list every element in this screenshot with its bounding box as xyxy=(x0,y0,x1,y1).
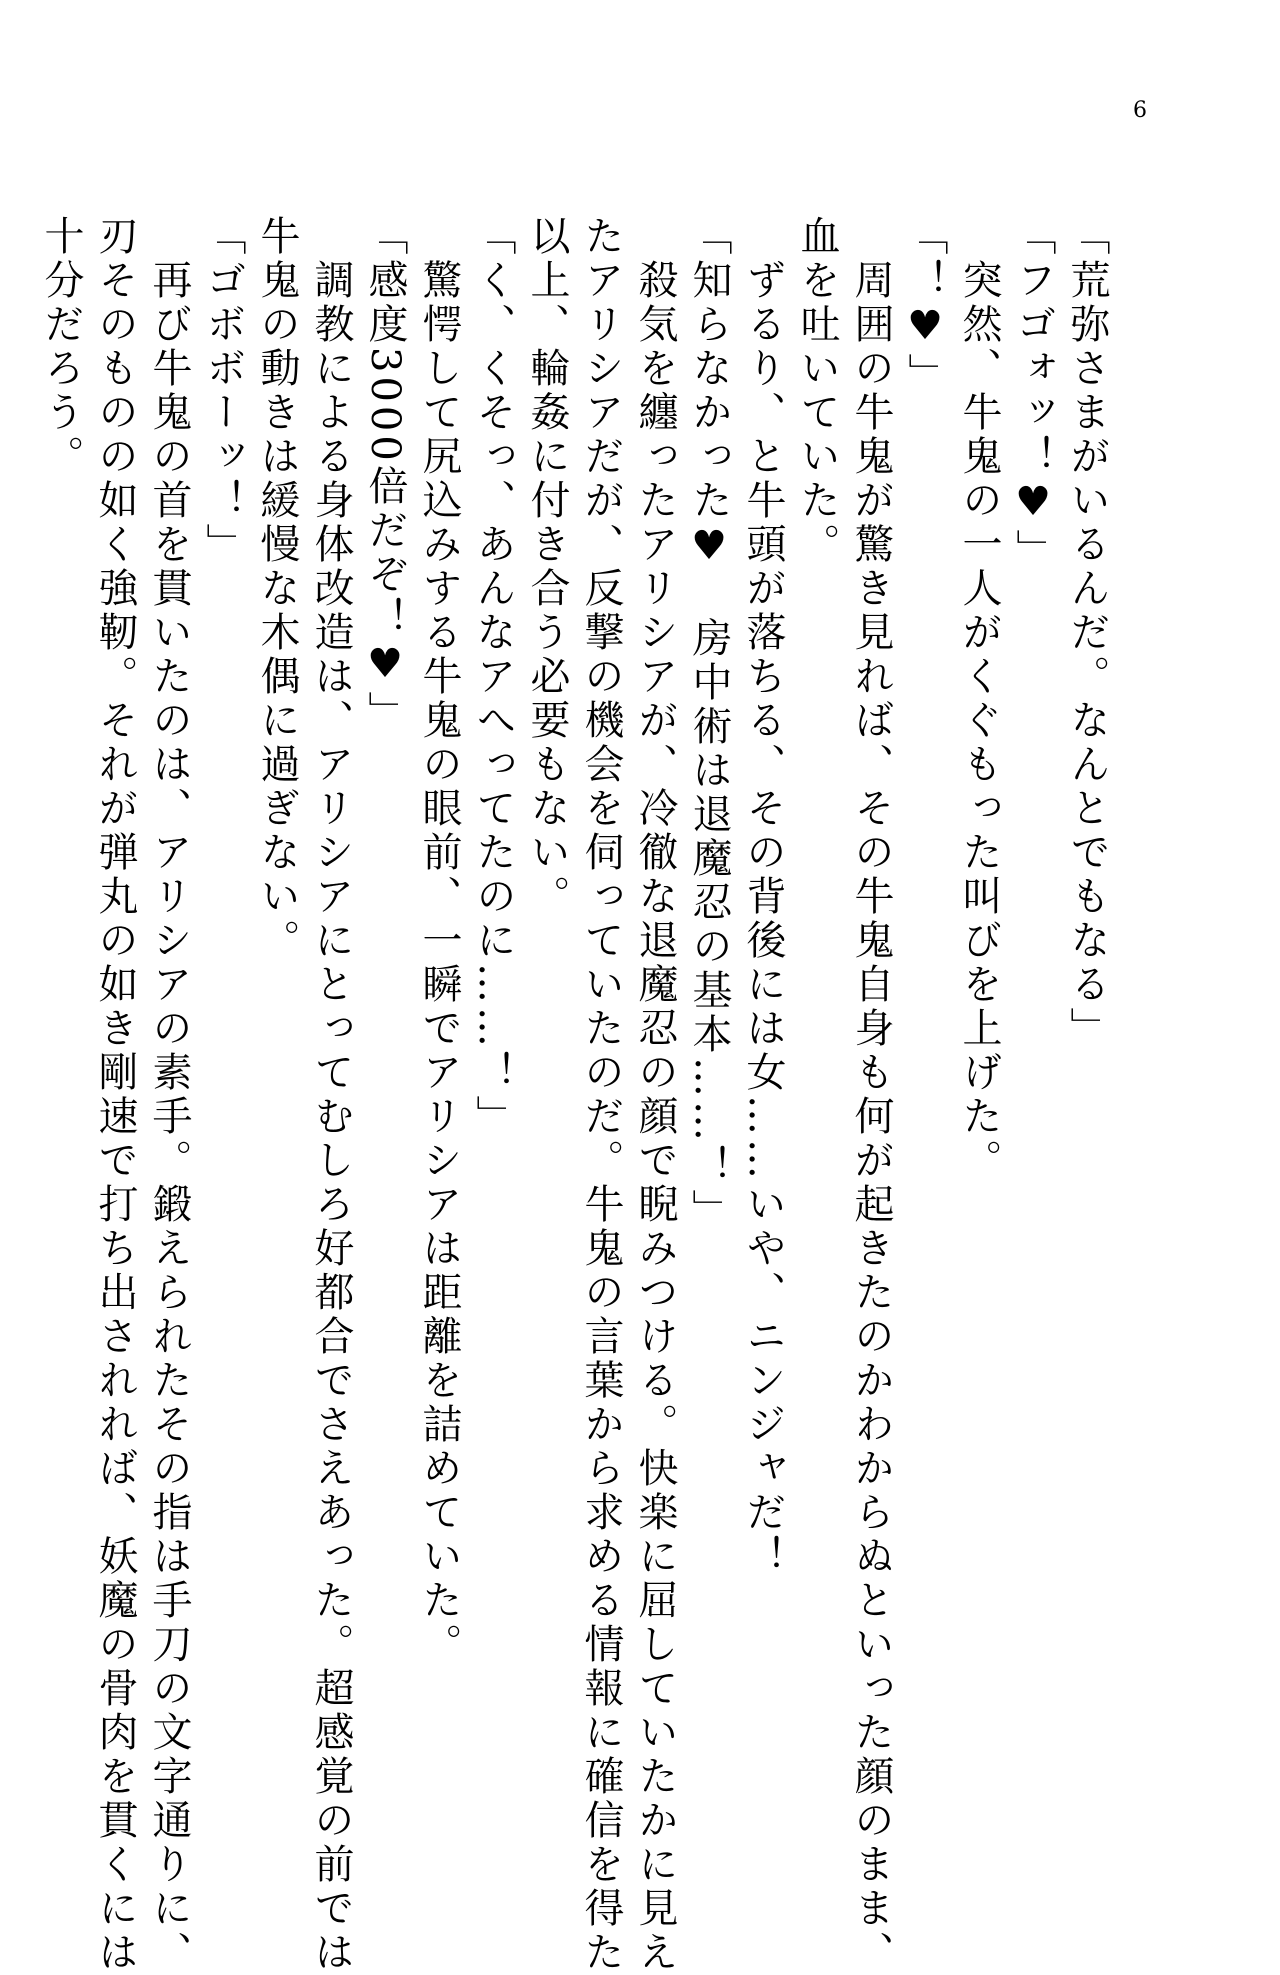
text-line: 血を吐いていた。 xyxy=(794,215,840,567)
body-text xyxy=(38,215,1114,1975)
text-line: 刃そのものの如く強靭。それが弾丸の如き剛速で打ち出されれば、妖魔の骨肉を貫くには xyxy=(92,215,138,1975)
text-line: 突然、牛鬼の一人がくぐもった叫びを上げた。 xyxy=(956,215,1002,1183)
text-line: 殺気を纏ったアリシアが、冷徹な退魔忍の顔で睨みつける。快楽に屈していたかに見え xyxy=(632,215,678,1975)
text-line: 十分だろう。 xyxy=(38,215,84,479)
text-line: 周囲の牛鬼が驚き見れば、その牛鬼自身も何が起きたのかわからぬといった顔のまま、 xyxy=(848,215,894,1975)
text-line: 「！♥」 xyxy=(902,215,948,397)
text-line: 以上、輪姦に付き合う必要もない。 xyxy=(524,215,570,919)
text-line: 「荒弥さまがいるんだ。なんとでもなる」 xyxy=(1064,215,1110,1051)
text-line: 「ゴボボーッ！」 xyxy=(200,215,246,567)
text-line: ずるり、と牛頭が落ちる、その背後には女……いや、ニンジャだ！ xyxy=(740,215,786,1579)
text-line: 再び牛鬼の首を貫いたのは、アリシアの素手。鍛えられたその指は手刀の文字通りに、 xyxy=(146,215,192,1975)
text-line: 「く、くそっ、あんなアへってたのに……！」 xyxy=(470,215,516,1139)
text-line: 驚愕して尻込みする牛鬼の眼前、一瞬でアリシアは距離を詰めていた。 xyxy=(416,215,462,1667)
page-number: 6 xyxy=(1133,98,1147,123)
text-line: 調教による身体改造は、アリシアにとってむしろ好都合でさえあった。超感覚の前では xyxy=(308,215,354,1975)
text-line: 「フゴォッ！♥」 xyxy=(1010,215,1056,573)
text-line: 「知らなかった♥ 房中術は退魔忍の基本……！」 xyxy=(686,215,732,1233)
text-line: 牛鬼の動きは緩慢な木偶に過ぎない。 xyxy=(254,215,300,963)
text-line: 「感度3000倍だぞ！♥」 xyxy=(362,215,408,735)
text-line: たアリシアだが、反撃の機会を伺っていたのだ。牛鬼の言葉から求める情報に確信を得た xyxy=(578,215,624,1975)
